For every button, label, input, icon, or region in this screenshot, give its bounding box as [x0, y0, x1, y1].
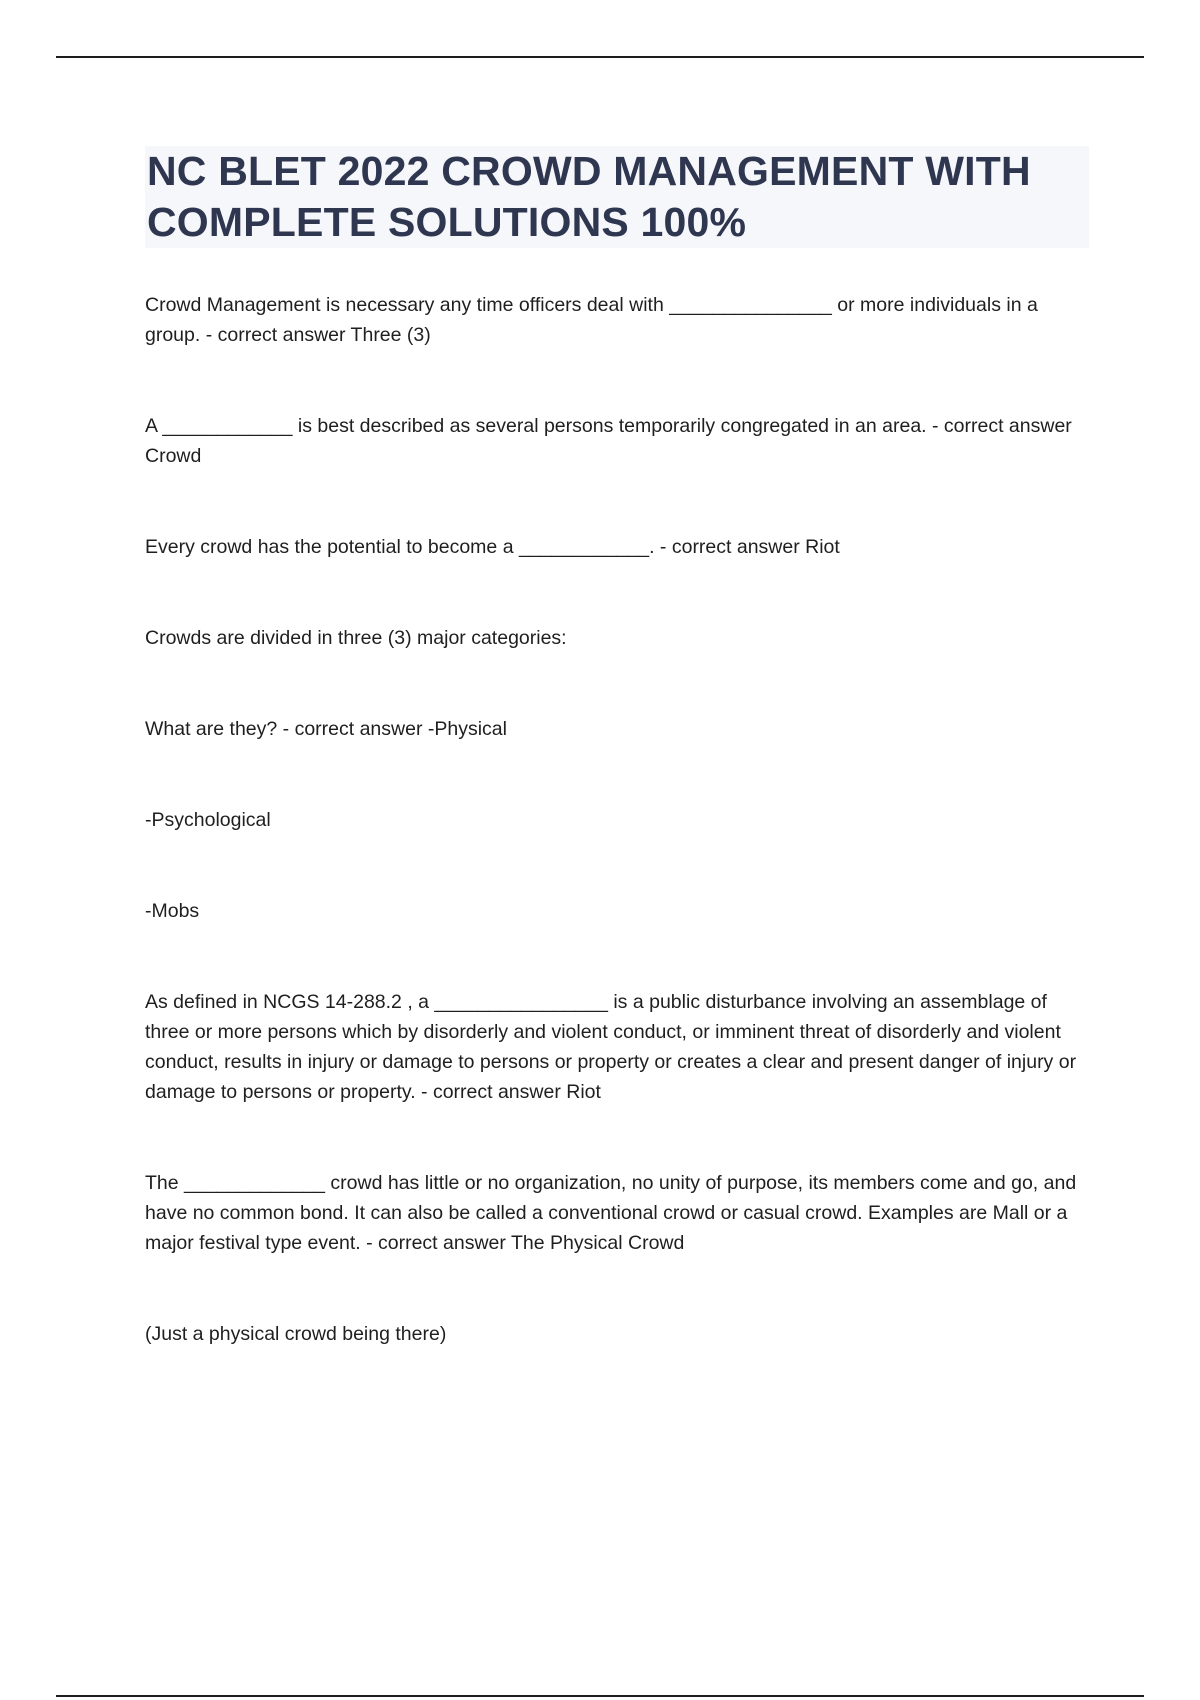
bottom-divider — [56, 1695, 1144, 1697]
question-paragraph: As defined in NCGS 14-288.2 , a ________________ is a public disturbance involving an assemblage of three or more persons which by disorderly and violent conduct, or imminent threat of disorderly and violent conduct, results in injury or damage to persons or property or creates a clear and present danger of injury or damage to persons or property. - correct answer Riot — [145, 991, 1082, 1103]
answer-item: -Mobs — [145, 900, 200, 922]
answer-item: -Psychological — [145, 809, 271, 831]
question-paragraph: The _____________ crowd has little or no organization, no unity of purpose, its members come and go, and have no common bond. It can also be called a conventional crowd or casual crowd. Examples are Mall or a major festival type event. - correct answer The Physical Crowd — [145, 1172, 1082, 1254]
question-paragraph: Crowds are divided in three (3) major categories: — [145, 627, 567, 649]
document-title: NC BLET 2022 CROWD MANAGEMENT WITH COMPLETE SOLUTIONS 100% — [147, 148, 1031, 245]
question-paragraph: Crowd Management is necessary any time officers deal with _______________ or more individuals in a group. - correct answer Three (3) — [145, 294, 1044, 346]
note-paragraph: (Just a physical crowd being there) — [145, 1323, 447, 1345]
question-paragraph: Every crowd has the potential to become a ____________. - correct answer Riot — [145, 536, 840, 558]
title-banner — [145, 146, 1089, 248]
document-body — [145, 290, 1090, 1410]
question-paragraph: What are they? - correct answer -Physical — [145, 718, 507, 740]
top-divider — [56, 56, 1144, 58]
question-paragraph: A ____________ is best described as several persons temporarily congregated in an area. - correct answer Crowd — [145, 415, 1078, 467]
